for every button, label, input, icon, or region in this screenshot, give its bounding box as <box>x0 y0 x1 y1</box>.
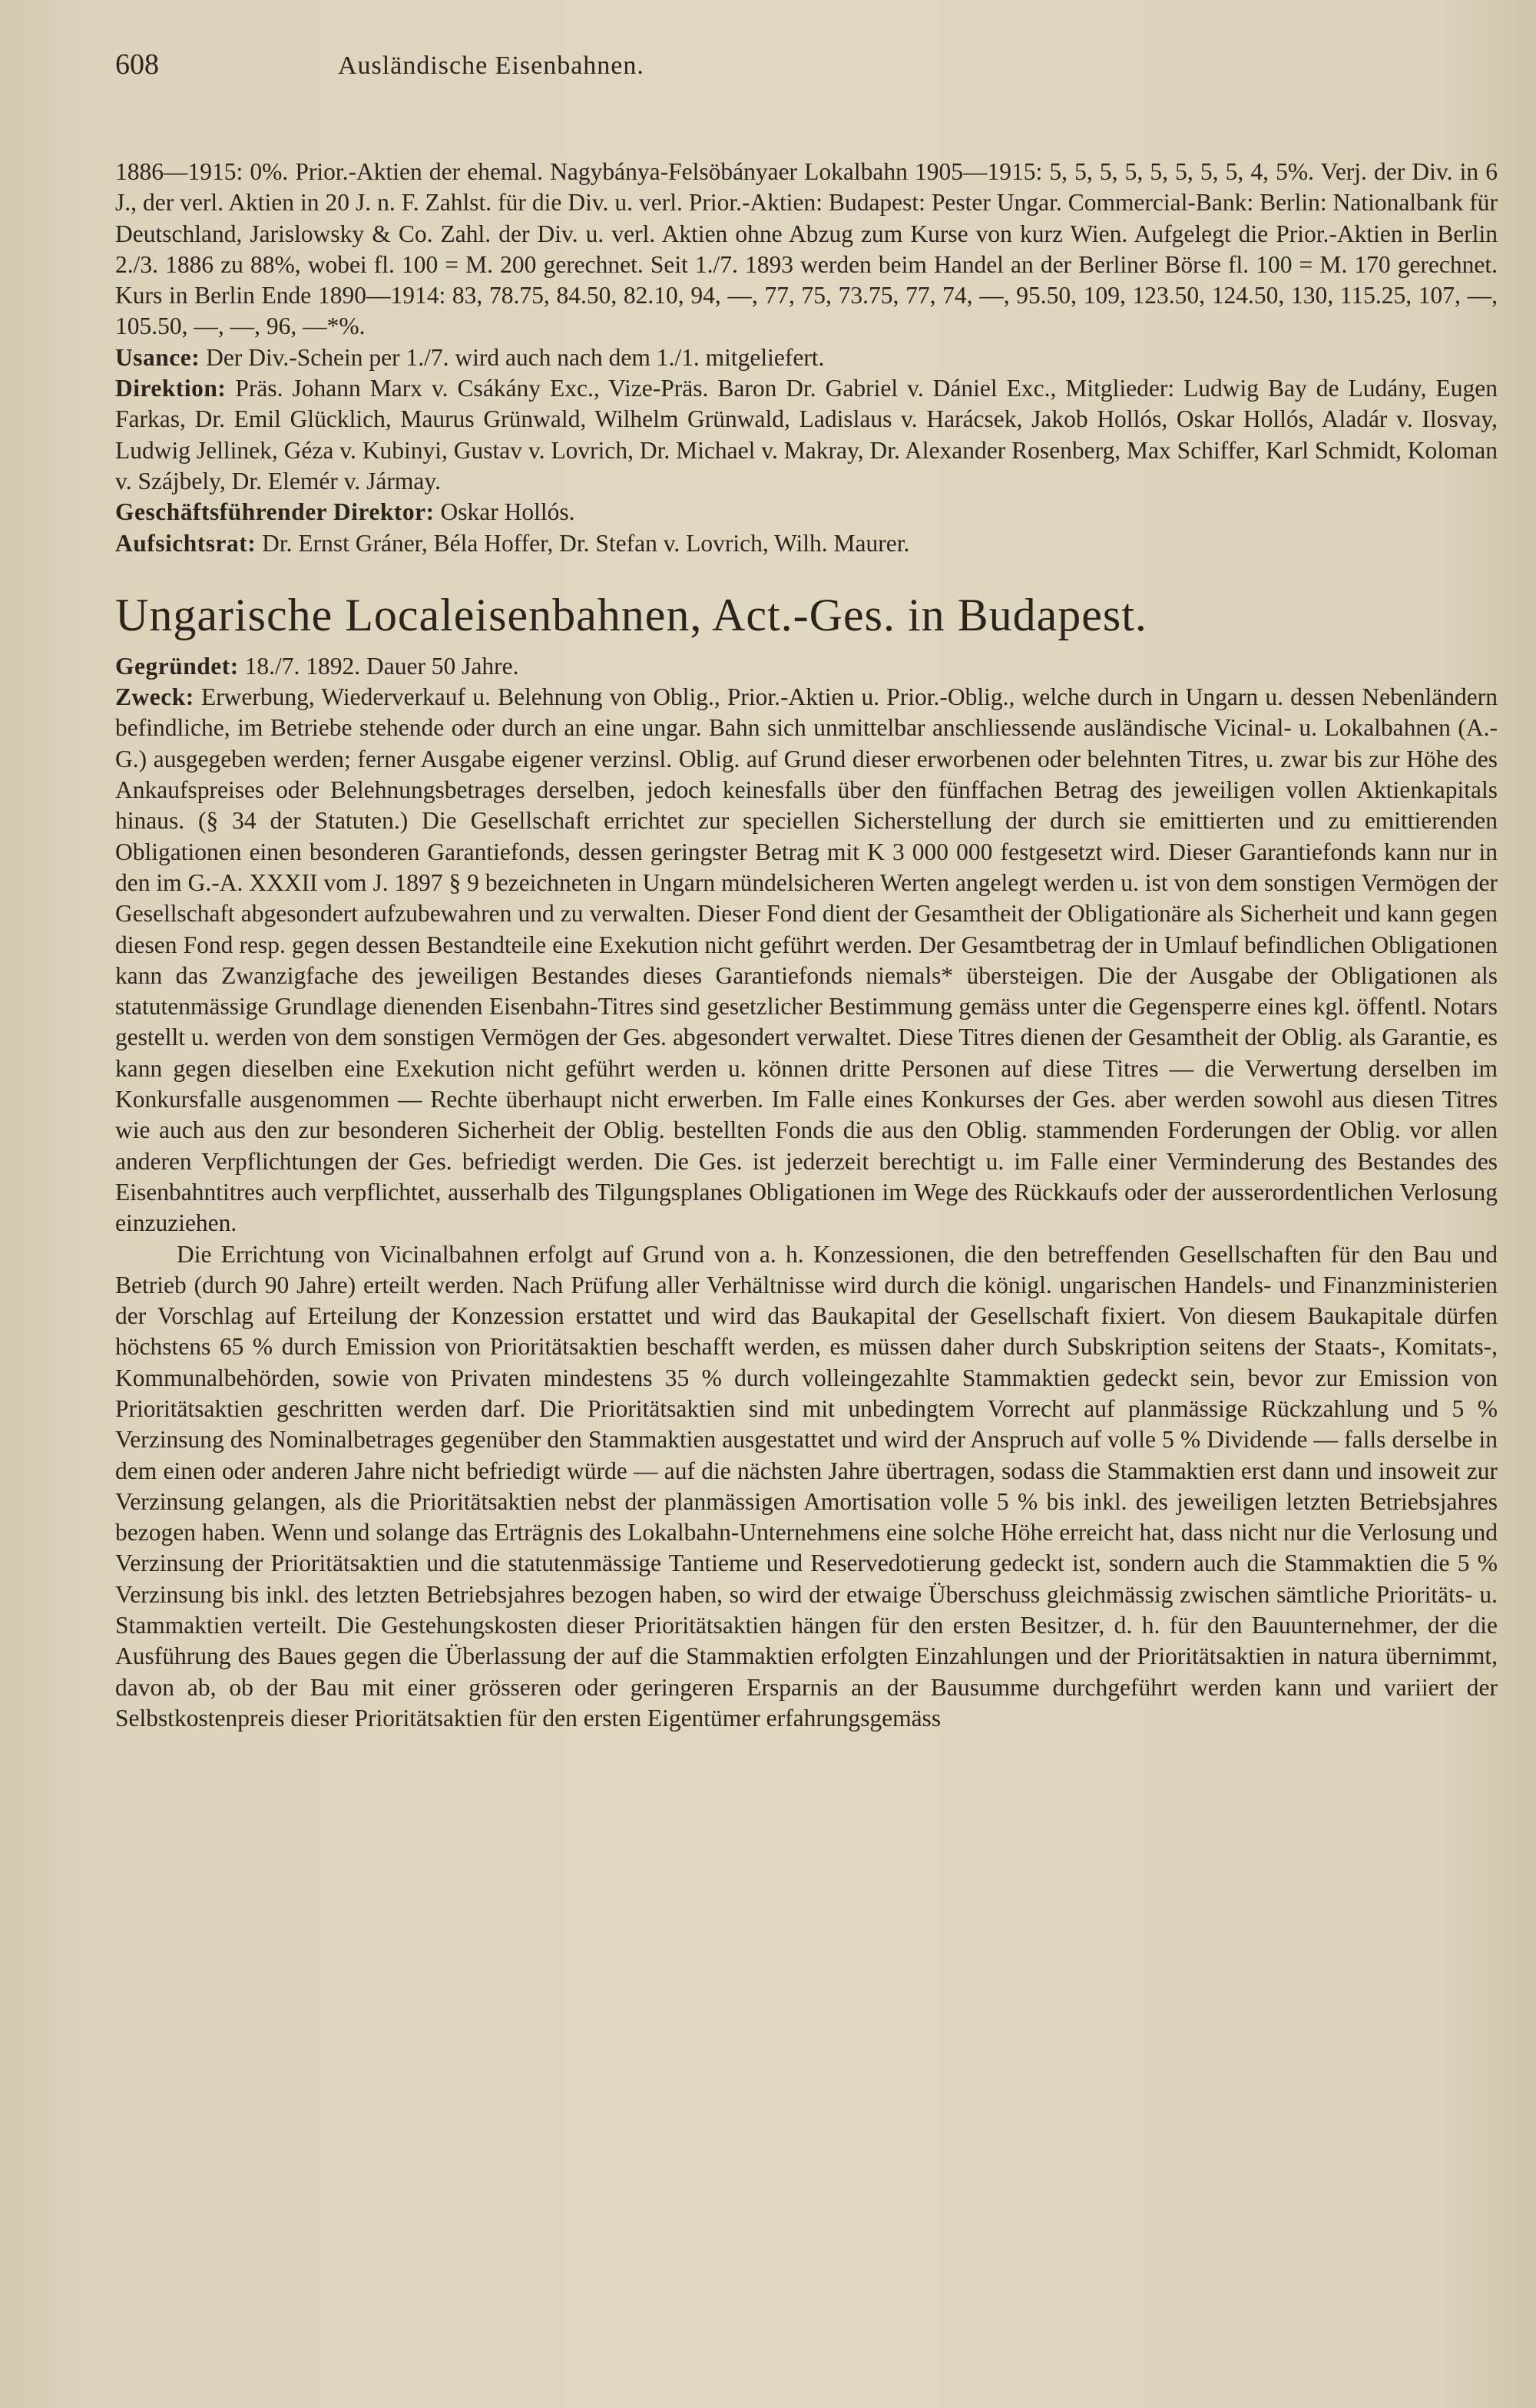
running-head <box>115 48 1505 94</box>
aufsichtsrat-label: Aufsichtsrat: <box>115 529 257 557</box>
direktion-text: Präs. Johann Marx v. Csákány Exc., Vize-Präs. Baron Dr. Gabriel v. Dániel Exc., Mitglieder: Ludwig Bay de Ludány, Eugen Farkas, Dr. Emil Glücklich, Maurus Grünwald, Wilhelm Grünwald, Ladislaus v. Harácsek, Jakob Hollós, Oskar Hollós, Aladár v. Ilosvay, Ludwig Jellinek, Géza v. Kubinyi, Gustav v. Lovrich, Dr. Michael v. Makray, Dr. Alexander Rosenberg, Max Schiffer, Karl Schmidt, Koloman v. Szájbely, Dr. Elemér v. Jármay. <box>115 375 1498 495</box>
company-heading: Ungarische Localeisenbahnen, Act.-Ges. in Budapest. <box>115 589 1147 640</box>
aufsichtsrat-paragraph <box>115 528 1498 559</box>
running-title: Ausländische Eisenbahnen. <box>338 51 644 80</box>
company-entry <box>115 651 1498 1734</box>
dividends-paragraph: 1886—1915: 0%. Prior.-Aktien der ehemal. Nagybánya-Felsöbányaer Lokalbahn 1905—1915: 5, 5, 5, 5, 5, 5, 5, 5, 4, 5%. Verj. der Div. in 6 J., der verl. Aktien in 20 J. n. F. Zahlst. für die Div. u. verl. Prior.-Aktien: Budapest: Pester Ungar. Commercial-Bank: Berlin: Nationalbank für Deutschland, Jarislowsky & Co. Zahl. der Div. u. verl. Aktien ohne Abzug zum Kurse von kurz Wien. Aufgelegt die Prior.-Aktien in Berlin 2./3. 1886 zu 88%, wobei fl. 100 = M. 200 gerechnet. Seit 1./7. 1893 werden beim Handel an der Berliner Börse fl. 100 = M. 170 gerechnet. Kurs in Berlin Ende 1890—1914: 83, 78.75, 84.50, 82.10, 94, —, 77, 75, 73.75, 77, 74, —, 95.50, 109, 123.50, 124.50, 130, 115.25, 107, —, 105.50, —, —, 96, —*%. <box>115 158 1498 340</box>
usance-text: Der Div.-Schein per 1./7. wird auch nach dem 1./1. mitgeliefert. <box>206 343 825 371</box>
zweck-paragraph <box>115 682 1498 1239</box>
direktion-label: Direktion: <box>115 375 227 402</box>
geschaeftsfuehrer-text: Oskar Hollós. <box>440 498 575 526</box>
direktion-paragraph <box>115 373 1498 497</box>
vicinal-paragraph: Die Errichtung von Vicinalbahnen erfolgt auf Grund von a. h. Konzessionen, die den betreffenden Gesellschaften für den Bau und Betrieb (durch 90 Jahre) erteilt werden. Nach Prüfung aller Verhältnisse wird durch die königl. ungarischen Handels- und Finanzministerien der Vorschlag auf Erteilung der Konzession erstattet und wird das Baukapital der Gesellschaft fixiert. Von diesem Baukapitale dürfen höchstens 65 % durch Emission von Prioritätsaktien beschafft werden, es müssen daher durch Subskription seitens der Staats-, Komitats-, Kommunalbehörden, sowie von Privaten mindestens 35 % durch volleingezahlte Stammaktien gedeckt sein, bevor zur Emission von Prioritätsaktien geschritten werden darf. Die Prioritätsaktien sind mit unbedingtem Vorrecht auf planmässige Rückzahlung und 5 % Verzinsung des Nominalbetrages gegenüber den Stammaktien ausgestattet und wird der Anspruch auf volle 5 % Dividende — falls derselbe in dem einen oder anderen Jahre nicht befriedigt würde — auf die nächsten Jahre übertragen, sodass die Stammaktien erst dann und insoweit zur Verzinsung gelangen, als die Prioritätsaktien nebst der planmässigen Amortisation volle 5 % bis inkl. des jeweiligen letzten Betriebsjahres bezogen haben. Wenn und solange das Erträgnis des Lokalbahn-Unternehmens eine solche Höhe erreicht hat, dass nicht nur die Verlosung und Verzinsung der Prioritätsaktien und die statutenmässige Tantieme und Reservedotierung gedeckt ist, sondern auch die Stammaktien die 5 % Verzinsung bis inkl. des letzten Betriebsjahres bezogen haben, so wird der etwaige Überschuss gleichmässig zwischen sämtliche Prioritäts- u. Stammaktien verteilt. Die Gestehungskosten dieser Prioritätsaktien hängen für den ersten Besitzer, d. h. für den Bauunternehmer, der die Ausführung des Baues gegen die Überlassung der auf die Stammaktien erfolgten Einzahlungen und der Prioritätsaktien in natura übernimmt, davon ab, ob der Bau mit einer grösseren oder geringeren Ersparnis an der Bausumme durchgeführt werden kann und variiert der Selbstkostenpreis dieser Prioritätsaktien für den ersten Eigentümer erfahrungsgemäss <box>115 1240 1498 1732</box>
geschaeftsfuehrer-paragraph <box>115 497 1498 528</box>
gegruendet-text: 18./7. 1892. Dauer 50 Jahre. <box>244 652 519 680</box>
aufsichtsrat-text: Dr. Ernst Gráner, Béla Hoffer, Dr. Stefan v. Lovrich, Wilh. Maurer. <box>262 529 910 557</box>
gegruendet-paragraph <box>115 651 1498 682</box>
zweck-text: Erwerbung, Wiederverkauf u. Belehnung von Oblig., Prior.-Aktien u. Prior.-Oblig., welche durch in Ungarn u. dessen Nebenländern befindliche, im Betriebe stehende oder durch an eine ungar. Bahn sich unmittelbar anschliessende ausländische Vicinal- u. Lokalbahnen (A.-G.) ausgegeben werden; ferner Ausgabe eigener verzinsl. Oblig. auf Grund dieser erworbenen oder belehnten Titres, u. zwar bis zur Höhe des Ankaufspreises oder Belehnungsbetrages derselben, jedoch keinesfalls über den fünffachen Betrag des jeweiligen vollen Aktienkapitals hinaus. (§ 34 der Statuten.) Die Gesellschaft errichtet zur speciellen Sicherstellung der durch sie emittierten und zu emittierenden Obligationen einen besonderen Garantiefonds, dessen geringster Betrag mit K 3 000 000 festgesetzt wird. Dieser Garantiefonds kann nur in den im G.-A. XXXII vom J. 1897 § 9 bezeichneten in Ungarn mündelsicheren Werten angelegt werden u. ist von dem sonstigen Vermögen der Gesellschaft abgesondert aufzubewahren und zu verwalten. Dieser Fond dient der Gesamtheit der Obligationäre als Sicherheit und kann gegen diesen Fond resp. gegen dessen Bestandteile eine Exekution nicht geführt werden. Der Gesamtbetrag der in Umlauf befindlichen Obligationen kann das Zwanzigfache des jeweiligen Bestandes dieses Garantiefonds niemals* übersteigen. Die der Ausgabe der Obligationen als statutenmässige Grundlage dienenden Eisenbahn-Titres sind gesetzlicher Bestimmung gemäss unter die Gegensperre eines kgl. öffentl. Notars gestellt u. werden von dem sonstigen Vermögen der Ges. abgesondert verwaltet. Diese Titres dienen der Gesamtheit der Oblig. als Garantie, es kann gegen dieselben eine Exekution nicht geführt werden u. können dritte Personen auf diese Titres — die Verwertung derselben im Konkursfalle ausgenommen — Rechte überhaupt nicht erwerben. Im Falle eines Konkurses der Ges. aber werden sowohl aus diesen Titres wie auch aus den zur besonderen Sicherheit der Oblig. bestellten Fonds die aus den Oblig. stammenden Forderungen der Oblig. vor allen anderen Verpflichtungen der Ges. befriedigt werden. Die Ges. ist jederzeit berechtigt u. im Falle einer Verminderung des Bestandes des Eisenbahntitres auch verpflichtet, ausserhalb des Tilgungsplanes Obligationen im Wege des Rückkaufs oder der ausserordentlichen Verlosung einzuziehen. <box>115 683 1498 1237</box>
geschaeftsfuehrer-label: Geschäftsführender Direktor: <box>115 498 435 526</box>
usance-label: Usance: <box>115 343 200 371</box>
zweck-label: Zweck: <box>115 683 194 711</box>
page-number: 608 <box>115 48 159 81</box>
usance-paragraph <box>115 342 1498 373</box>
gegruendet-label: Gegründet: <box>115 652 239 680</box>
previous-entry <box>115 157 1498 559</box>
